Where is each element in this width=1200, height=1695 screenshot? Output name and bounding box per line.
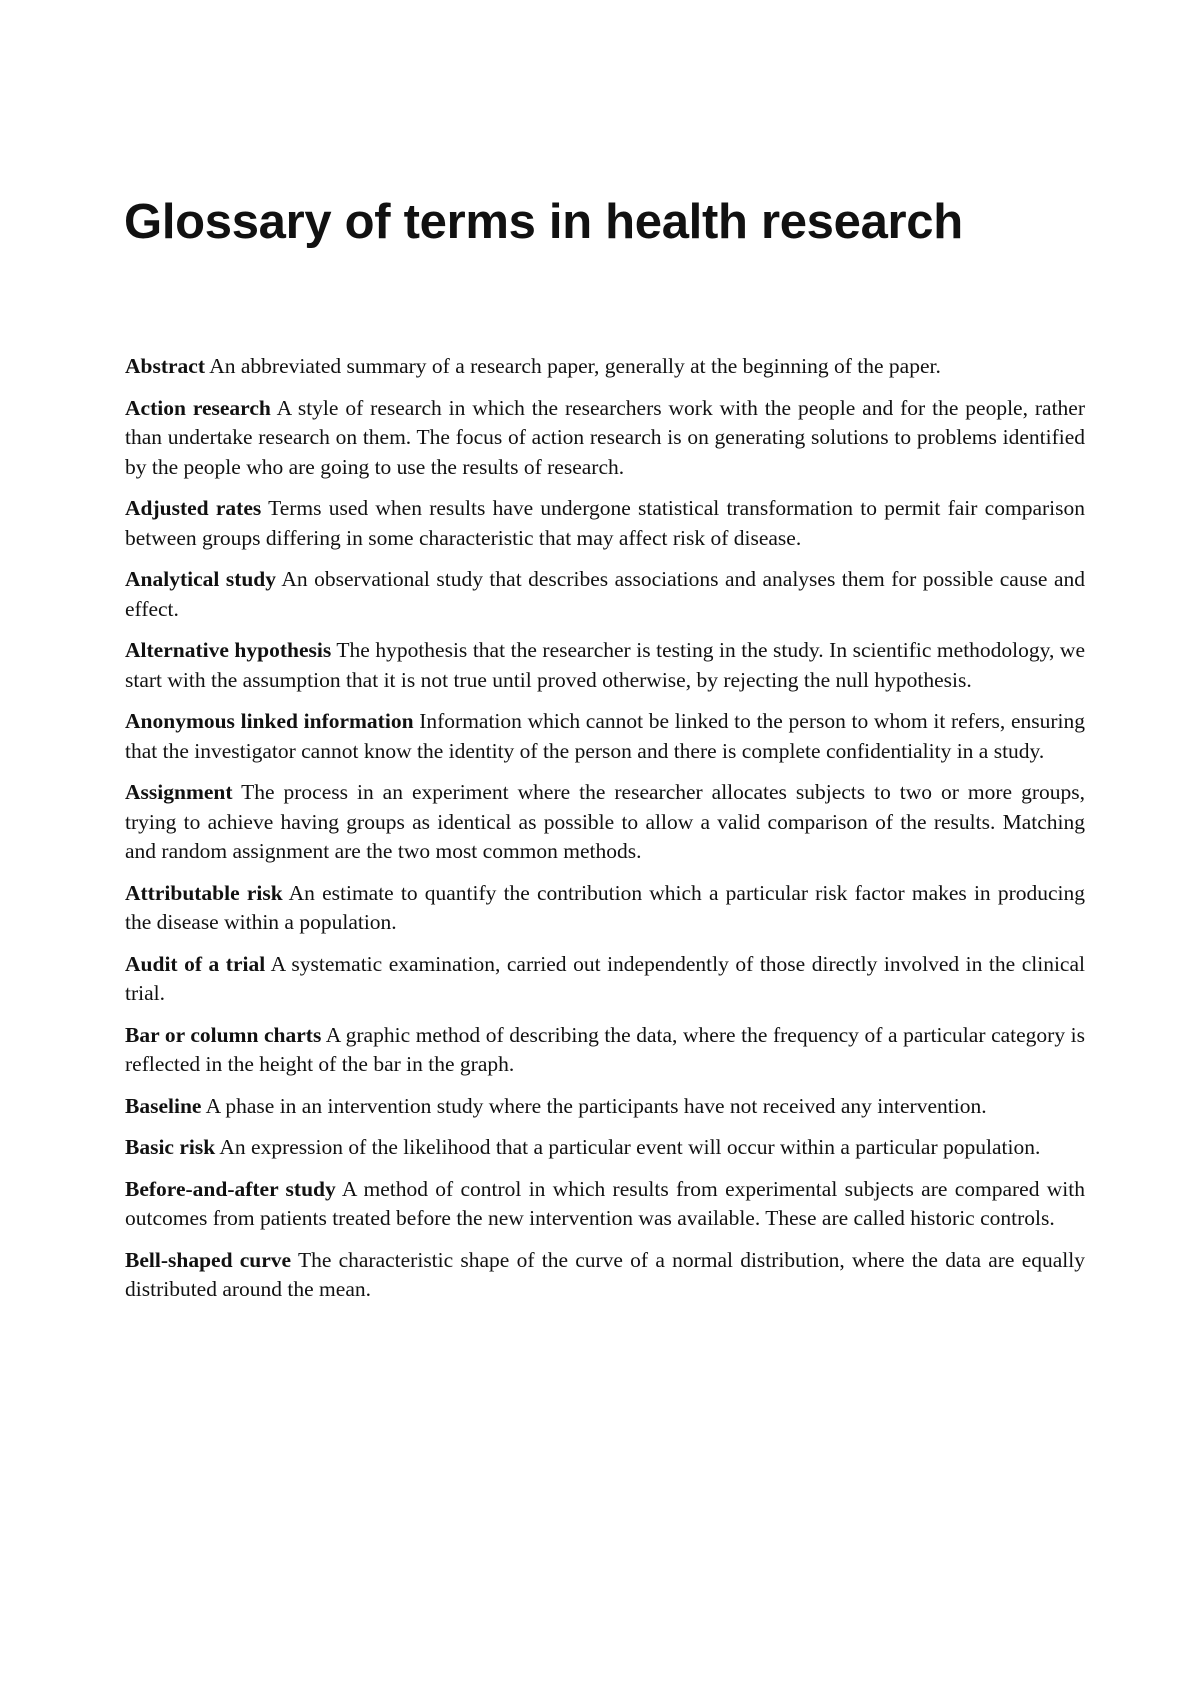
glossary-entry-analytical-study xyxy=(125,565,1085,624)
glossary-term: Analytical study xyxy=(125,567,277,591)
glossary-entry-bell-shaped-curve xyxy=(125,1246,1085,1305)
glossary-definition: An observational study that describes associations and analyses them for possible cause and effect. xyxy=(125,567,1085,621)
glossary-term: Bar or column charts xyxy=(125,1022,322,1047)
glossary-term: Adjusted rates xyxy=(125,496,262,520)
glossary-entry-attributable-risk xyxy=(125,879,1085,938)
glossary-definition: A style of research in which the researchers work with the people and for the people, rather than undertake research on them. The focus of action research is on generating solutions to problems identified by the people who are going to use the results of research. xyxy=(125,395,1085,479)
glossary-term: Basic risk xyxy=(125,1135,216,1159)
glossary-definition: A method of control in which results from experimental subjects are compared with outcomes from patients treated before the new intervention was available. These are called historic controls. xyxy=(125,1176,1085,1230)
glossary-definition: The characteristic shape of the curve of a normal distribution, where the data are equally distributed around the mean. xyxy=(125,1247,1085,1301)
glossary-entry-audit-of-a-trial xyxy=(125,950,1085,1009)
page-title: Glossary of terms in health research xyxy=(124,195,963,249)
glossary-term: Audit of a trial xyxy=(125,951,266,976)
glossary-term: Before-and-after study xyxy=(125,1176,336,1201)
glossary-entry-action-research xyxy=(125,394,1085,483)
glossary-definition: An estimate to quantify the contribution which a particular risk factor makes in producing the disease within a population. xyxy=(125,880,1086,934)
glossary-entry-assignment xyxy=(125,778,1085,867)
glossary-list xyxy=(125,352,1085,1317)
glossary-definition: An abbreviated summary of a research paper, generally at the beginning of the paper. xyxy=(209,354,941,378)
glossary-entry-abstract xyxy=(125,352,1085,382)
glossary-term: Action research xyxy=(125,395,271,420)
glossary-entry-alternative-hypothesis xyxy=(125,636,1085,695)
glossary-entry-adjusted-rates xyxy=(125,494,1085,553)
glossary-definition: Terms used when results have undergone statistical transformation to permit fair comparison between groups differing in some characteristic that may affect risk of disease. xyxy=(125,496,1085,550)
glossary-term: Alternative hypothesis xyxy=(125,638,332,662)
glossary-term: Anonymous linked information xyxy=(125,709,414,733)
glossary-definition: The process in an experiment where the researcher allocates subjects to two or more groups, trying to achieve having groups as identical as possible to allow a valid comparison of the results. Matching and random assignment are the two most common methods. xyxy=(125,780,1085,863)
glossary-term: Abstract xyxy=(125,354,206,378)
glossary-entry-anonymous-linked-information xyxy=(125,707,1085,766)
glossary-definition: An expression of the likelihood that a particular event will occur within a particular population. xyxy=(219,1135,1041,1159)
glossary-definition: A graphic method of describing the data, where the frequency of a particular category is reflected in the height of the bar in the graph. xyxy=(125,1022,1085,1076)
glossary-entry-before-and-after-study xyxy=(125,1175,1085,1234)
glossary-definition: The hypothesis that the researcher is testing in the study. In scientific methodology, we start with the assumption that it is not true until proved otherwise, by rejecting the null hypothesis. xyxy=(125,638,1085,692)
glossary-entry-baseline xyxy=(125,1092,1085,1122)
glossary-term: Baseline xyxy=(125,1093,202,1118)
glossary-entry-basic-risk xyxy=(125,1133,1085,1163)
glossary-definition: A systematic examination, carried out independently of those directly involved in the clinical trial. xyxy=(125,951,1085,1005)
glossary-definition: Information which cannot be linked to the person to whom it refers, ensuring that the investigator cannot know the identity of the person and there is complete confidentiality in a study. xyxy=(125,709,1086,763)
glossary-definition: A phase in an intervention study where the participants have not received any intervention. xyxy=(205,1093,987,1118)
glossary-term: Assignment xyxy=(125,780,233,804)
glossary-term: Bell-shaped curve xyxy=(125,1247,292,1272)
glossary-term: Attributable risk xyxy=(125,880,283,905)
glossary-entry-bar-or-column-charts xyxy=(125,1021,1085,1080)
